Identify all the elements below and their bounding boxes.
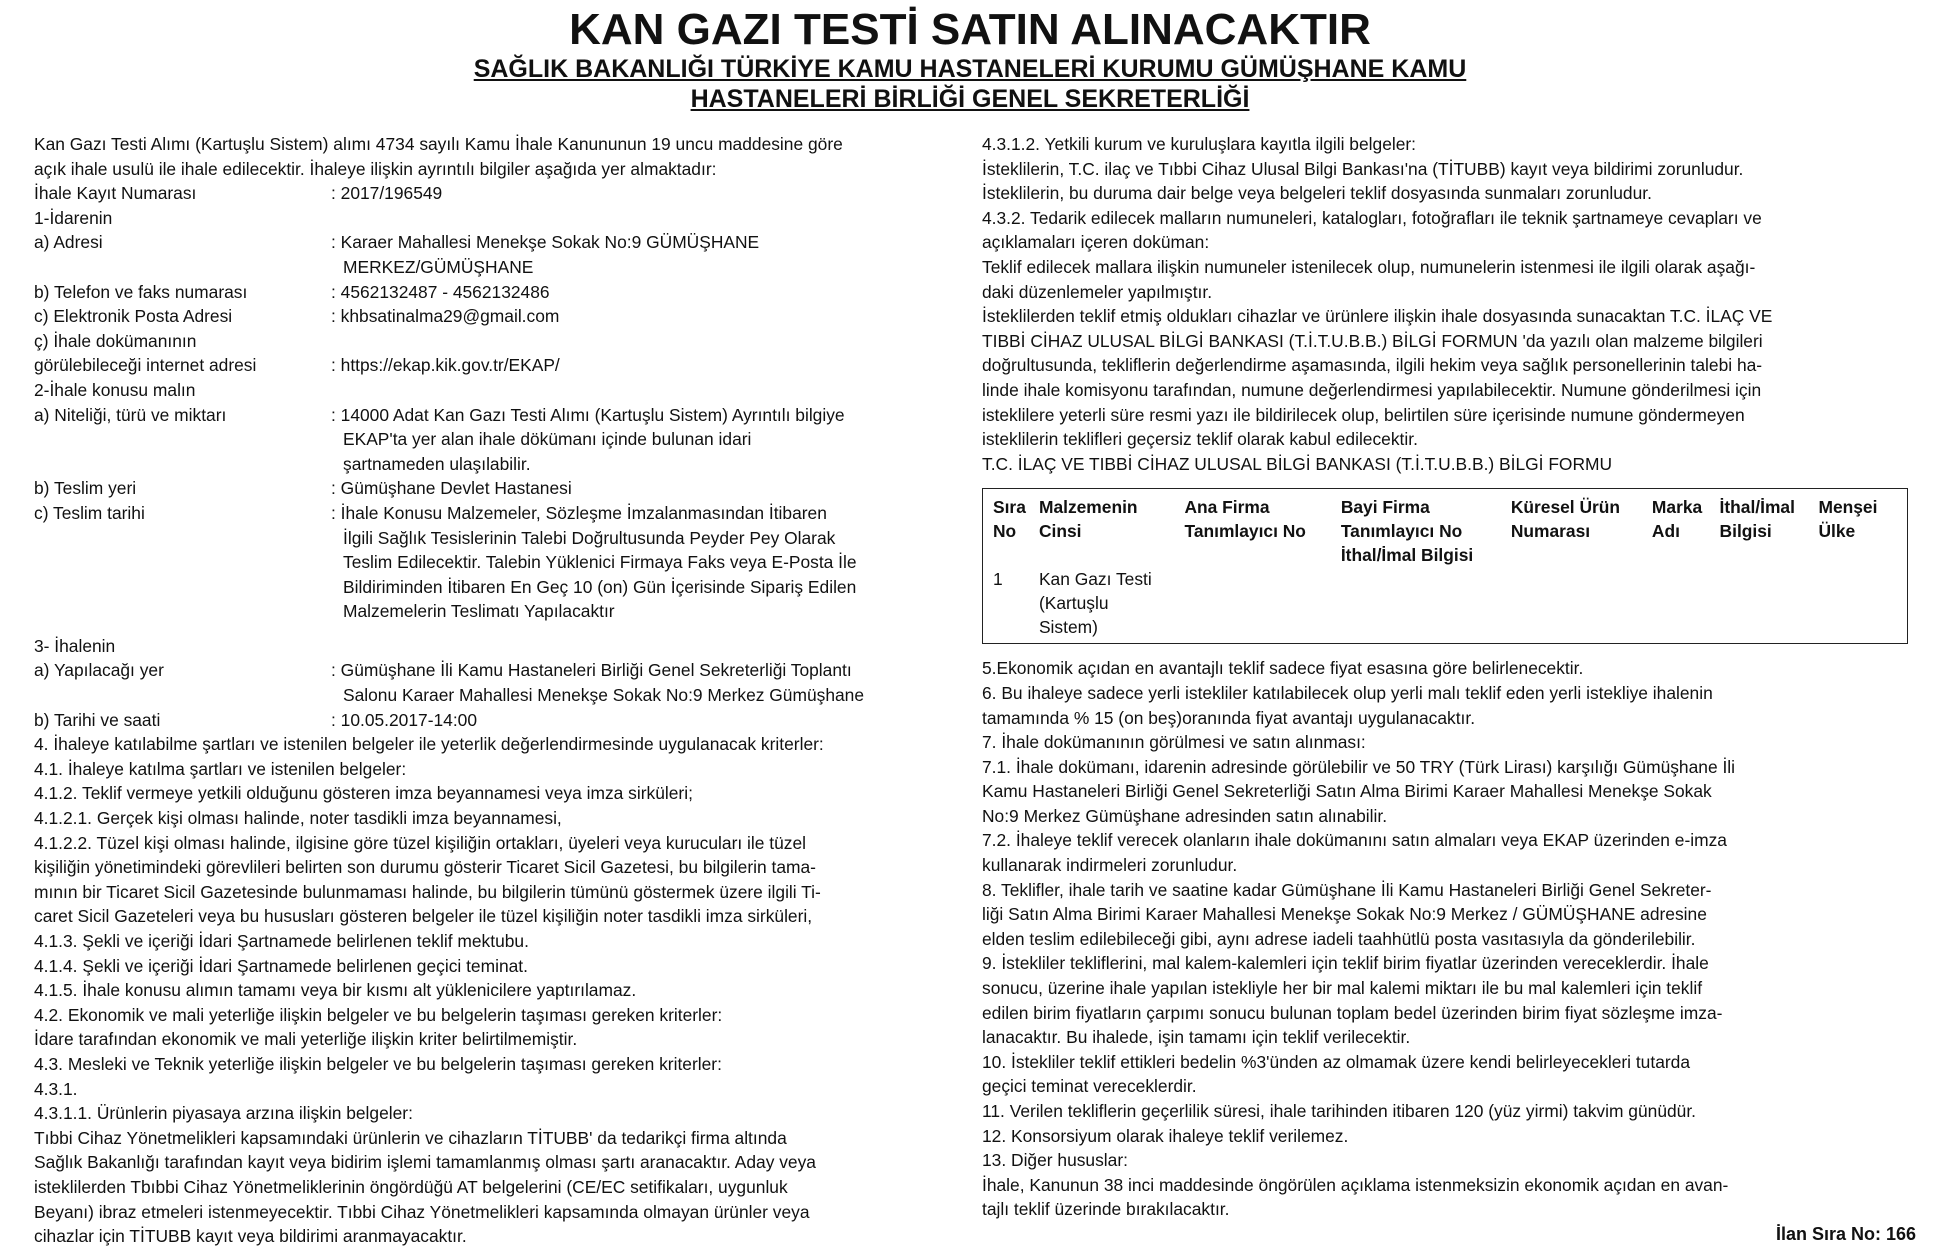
- text-line: isteklilere yeterli süre resmi yazı ile bildirilecek olup, belirtilen süre içerisinde numune göndermeyen: [982, 404, 1745, 425]
- text-line: 9. İstekliler tekliflerini, mal kalem-kalemleri için teklif birim fiyatlar üzerinden vereceklerdir. İhale: [982, 953, 1709, 974]
- text-line: isteklilerden Tbıbbi Cihaz Yönetmeliklerinin öngördüğü AT belgelerini (CE/EC setifikaları, uygunluk: [34, 1176, 788, 1197]
- ad-subtitle-line1: SAĞLIK BAKANLIĞI TÜRKİYE KAMU HASTANELERİ KURUMU GÜMÜŞHANE KAMU: [473, 55, 1467, 83]
- text-line: edilen birim fiyatların çarpımı sonucu bulunan toplam bedel üzerinden birim fiyat sözleşme imza-: [982, 1002, 1723, 1023]
- column-header-sira: Sıra No: [993, 497, 1026, 542]
- ilan-sira-no: İlan Sıra No: 166: [1775, 1224, 1916, 1244]
- text-line: doğrultusunda, tekliflerin değerlendirme aşamasında, ilgili hekim veya sağlık personellerinin talebi ha-: [982, 355, 1763, 376]
- text-line: 6. Bu ihaleye sadece yerli istekliler katılabilecek olup yerli malı teklif eden yerli istekliye ihalenin: [982, 682, 1713, 703]
- column-header-malzeme: Malzemenin Cinsi: [1038, 497, 1138, 542]
- text-line: Tıbbi Cihaz Yönetmelikleri kapsamındaki ürünlerin ve cihazların TİTUBB' da tedarikçi firma altında: [34, 1127, 787, 1148]
- text-line: Beyanı) ibraz etmeleri istenmeyecektir. Tıbbi Cihaz Yönetmelikleri kapsamında olmayan ürünler veya: [34, 1201, 810, 1222]
- text-line: caret Sicil Gazeteleri veya bu hususları gösteren belgeler ile tüzel kişiliğin noter tasdikli imza sirküleri,: [34, 906, 813, 927]
- ad-subtitle-line2: HASTANELERİ BİRLİĞİ GENEL SEKRETERLİĞİ: [690, 85, 1250, 113]
- text-line: kullanarak indirmeleri zorunludur.: [982, 855, 1238, 876]
- text-line: sonucu, üzerine ihale yapılan istekliyle her bir mal kalemi miktarı ile bu mal kalemleri için teklif: [982, 978, 1703, 999]
- field-value: İlgili Sağlık Tesislerinin Talebi Doğrultusunda Peyder Pey Olarak: [343, 527, 836, 548]
- field-label: ç) İhale dokümanının: [34, 330, 197, 351]
- text-line: İsteklilerin, T.C. ilaç ve Tıbbi Cihaz Ulusal Bilgi Bankası'na (TİTUBB) kayıt veya bildirimi zorunludur.: [982, 158, 1744, 179]
- cell-sira: 1: [993, 569, 1003, 590]
- field-label: b) Telefon ve faks numarası: [34, 281, 248, 302]
- column-header-ana-firma: Ana Firma Tanımlayıcı No: [1184, 497, 1306, 542]
- text-line: kişiliğin yönetimindeki görevlileri belirten son durumu gösterir Ticaret Sicil Gazetesi, bu bilgilerin tama-: [34, 857, 816, 878]
- text-line: 4.1.4. Şekli ve içeriği İdari Şartnamede belirlenen geçici teminat.: [34, 955, 528, 976]
- intro-line: Kan Gazı Testi Alımı (Kartuşlu Sistem) alımı 4734 sayılı Kamu İhale Kanununun 19 uncu maddesine göre: [34, 134, 843, 154]
- field-label: İhale Kayıt Numarası: [34, 183, 197, 204]
- text-line: 4.2. Ekonomik ve mali yeterliğe ilişkin belgeler ve bu belgelerin taşıması gereken kriterler:: [34, 1004, 723, 1025]
- text-line: 5.Ekonomik açıdan en avantajlı teklif sadece fiyat esasına göre belirlenecektir.: [982, 658, 1584, 679]
- text-line: mının bir Ticaret Sicil Gazetesinde bulunmaması halinde, bu bilgilerin tümünü göstermek üzere ilgili Ti-: [34, 881, 821, 902]
- column-header-marka: Marka Adı: [1651, 497, 1703, 542]
- field-value: : 10.05.2017-14:00: [331, 709, 478, 730]
- text-line: No:9 Merkez Gümüşhane adresinden satın alınabilir.: [982, 805, 1388, 826]
- field-value: MERKEZ/GÜMÜŞHANE: [343, 256, 534, 277]
- field-value: : 4562132487 - 4562132486: [331, 281, 550, 302]
- text-line: İhale, Kanunun 38 inci maddesinde öngörülen açıklama istenmeksizin ekonomik açıdan en avan-: [982, 1174, 1729, 1195]
- field-value: : 14000 Adat Kan Gazı Testi Alımı (Kartuşlu Sistem) Ayrıntılı bilgiye: [331, 404, 845, 425]
- text-line: 8. Teklifler, ihale tarih ve saatine kadar Gümüşhane İli Kamu Hastaneleri Birliği Genel Sekreter-: [982, 879, 1712, 900]
- text-line: 4.1.2.2. Tüzel kişi olması halinde, ilgisine göre tüzel kişiliğin ortakları, üyeleri veya kurucuları ile tüzel: [34, 832, 806, 853]
- text-line: 4.1. İhaleye katılma şartları ve istenilen belgeler:: [34, 758, 407, 779]
- text-line: tajlı teklif üzerinde bırakılacaktır.: [982, 1199, 1230, 1220]
- tarih-saat-row: [34, 708, 960, 733]
- telefon-row: [34, 280, 960, 305]
- documents-section: [982, 132, 1910, 476]
- teslim-yeri-row: [34, 476, 960, 501]
- section-heading: 2-İhale konusu malın: [34, 379, 196, 400]
- text-line: 4.1.5. İhale konusu alımın tamamı veya bir kısmı alt yüklenicilere yaptırılamaz.: [34, 980, 637, 1001]
- text-line: İsteklilerden teklif etmiş oldukları cihazlar ve ürünlere ilişkin ihale dosyasında sunacaktan T.C. İLAÇ VE: [982, 306, 1773, 327]
- column-header-mensei: Menşei Ülke: [1818, 497, 1878, 542]
- field-label: c) Elektronik Posta Adresi: [34, 306, 233, 327]
- field-value: EKAP'ta yer alan ihale dökümanı içinde bulunan idari: [343, 429, 752, 450]
- text-line: lanacaktır. Bu ihalede, işin tamamı için teklif verilecektir.: [982, 1027, 1411, 1048]
- text-line: 10. İstekliler teklif ettikleri bedelin %3'ünden az olmamak üzere kendi belirleyecekleri tutarda: [982, 1051, 1690, 1072]
- text-line: İdare tarafından ekonomik ve mali yeterliğe ilişkin kriter belirtilmemiştir.: [34, 1029, 578, 1050]
- field-value: : İhale Konusu Malzemeler, Sözleşme İmzalanmasından İtibaren: [331, 502, 827, 523]
- text-line: linde ihale komisyonu tarafından, numune değerlendirmesi yapılabilecektir. Numune gönderilmesi için: [982, 379, 1762, 400]
- table-header-row: [993, 495, 1897, 567]
- internet-adresi-row: [34, 353, 960, 378]
- text-line: 7. İhale dokümanının görülmesi ve satın alınması:: [982, 732, 1366, 753]
- field-value: : Gümüşhane Devlet Hastanesi: [331, 478, 572, 499]
- field-value: : https://ekap.kik.gov.tr/EKAP/: [331, 355, 560, 376]
- text-line: Teklif edilecek mallara ilişkin numuneler istenilecek olup, numunelerin istenmesi ile ilgili olarak aşağı-: [982, 256, 1756, 277]
- text-line: 4. İhaleye katılabilme şartları ve istenilen belgeler ile yeterlik değerlendirmesinde uygulanacak kriterler:: [34, 734, 824, 755]
- text-line: elden teslim edilebileceği gibi, aynı adrese iadeli taahhütlü posta vasıtasıyla da gönderilebilir.: [982, 928, 1696, 949]
- ad-title: KAN GAZI TESTİ SATIN ALINACAKTIR: [569, 5, 1371, 54]
- text-line: 12. Konsorsiyum olarak ihaleye teklif verilemez.: [982, 1125, 1349, 1146]
- criteria-section: [34, 732, 960, 1248]
- field-label: a) Niteliği, türü ve miktarı: [34, 404, 227, 425]
- text-line: 4.3.1.1. Ürünlerin piyasaya arzına ilişkin belgeler:: [34, 1103, 413, 1124]
- yapilacagi-yer-row: [34, 658, 960, 707]
- field-value: Malzemelerin Teslimatı Yapılacaktır: [343, 601, 615, 622]
- cell-cinsi: Kan Gazı Testi (Kartuşlu Sistem): [1038, 569, 1152, 638]
- text-line: 4.3. Mesleki ve Teknik yeterliğe ilişkin belgeler ve bu belgelerin taşıması gereken kriterler:: [34, 1053, 722, 1074]
- adres-row: [34, 230, 960, 279]
- text-line: liği Satın Alma Birimi Karaer Mahallesi Menekşe Sokak No:9 Merkez / GÜMÜŞHANE adresine: [982, 904, 1707, 925]
- text-line: 4.1.2.1. Gerçek kişi olması halinde, noter tasdikli imza beyannamesi,: [34, 808, 562, 829]
- text-line: İsteklilerin, bu duruma dair belge veya belgeleri teklif dosyasında sunmaları zorunludur.: [982, 183, 1652, 204]
- text-line: 4.3.1.: [34, 1078, 78, 1099]
- left-column: [34, 132, 960, 1249]
- field-label: görülebileceği internet adresi: [34, 355, 257, 376]
- right-column: [982, 132, 1910, 1222]
- field-value: : Karaer Mahallesi Menekşe Sokak No:9 GÜMÜŞHANE: [331, 232, 760, 253]
- titubb-form-table: [982, 488, 1908, 644]
- text-line: 7.1. İhale dokümanı, idarenin adresinde görülebilir ve 50 TRY (Türk Lirası) karşılığı Gümüşhane İli: [982, 756, 1736, 777]
- text-line: Sağlık Bakanlığı tarafından kayıt veya bidirim işlemi tamamlanmış olması şartı aranacaktır. Aday veya: [34, 1152, 816, 1173]
- section-heading: 3- İhalenin: [34, 635, 116, 656]
- table-row: [993, 567, 1897, 639]
- text-line: 4.1.2. Teklif vermeye yetkili olduğunu gösteren imza beyannamesi veya imza sirküleri;: [34, 783, 693, 804]
- field-label: a) Adresi: [34, 232, 103, 253]
- ad-header: [0, 6, 1940, 114]
- column-header-ithal-imal: İthal/İmal Bilgisi: [1719, 497, 1795, 542]
- field-value: : Gümüşhane İli Kamu Hastaneleri Birliği Genel Sekreterliği Toplantı: [331, 660, 852, 681]
- field-value: : 2017/196549: [331, 183, 443, 204]
- niteligi-row: [34, 403, 960, 477]
- column-header-kuresel-urun: Küresel Ürün Numarası: [1510, 497, 1621, 542]
- field-value: Bildiriminden İtibaren En Geç 10 (on) Gün İçerisinde Sipariş Edilen: [343, 576, 857, 597]
- kayit-numarasi-row: [34, 181, 960, 206]
- text-line: cihazlar için TİTUBB kayıt veya bildirimi aranmayacaktır.: [34, 1226, 467, 1247]
- text-line: geçici teminat vereceklerdir.: [982, 1076, 1197, 1097]
- field-label: a) Yapılacağı yer: [34, 660, 164, 681]
- eposta-row: [34, 304, 960, 329]
- text-line: Kamu Hastaneleri Birliği Genel Sekreterliği Satın Alma Birimi Karaer Mahallesi Menekşe Sokak: [982, 781, 1712, 802]
- field-label: b) Teslim yeri: [34, 478, 137, 499]
- column-header-bayi-firma: Bayi Firma Tanımlayıcı No İthal/İmal Bilgisi: [1340, 497, 1474, 566]
- form-title: T.C. İLAÇ VE TIBBİ CİHAZ ULUSAL BİLGİ BANKASI (T.İ.T.U.B.B.) BİLGİ FORMU: [982, 453, 1613, 474]
- text-line: tamamında % 15 (on beş)oranında fiyat avantajı uygulanacaktır.: [982, 707, 1476, 728]
- text-line: TIBBİ CİHAZ ULUSAL BİLGİ BANKASI (T.İ.T.U.B.B.) BİLGİ FORMUN 'da yazılı olan malzeme bilgileri: [982, 330, 1763, 351]
- text-line: 4.3.1.2. Yetkili kurum ve kuruluşlara kayıtla ilgili belgeler:: [982, 134, 1417, 154]
- text-line: 7.2. İhaleye teklif verecek olanların ihale dokümanını satın almaları veya EKAP üzerinden e-imza: [982, 830, 1727, 851]
- field-label: b) Tarihi ve saati: [34, 709, 161, 730]
- field-label: c) Teslim tarihi: [34, 502, 145, 523]
- field-value: şartnameden ulaşılabilir.: [343, 453, 531, 474]
- text-line: daki düzenlemeler yapılmıştır.: [982, 281, 1213, 302]
- text-line: 4.3.2. Tedarik edilecek malların numuneleri, katalogları, fotoğrafları ile teknik şartnameye cevapları ve: [982, 207, 1762, 228]
- text-line: 11. Verilen tekliflerin geçerlilik süresi, ihale tarihinden itibaren 120 (yüz yirmi) takvim günüdür.: [982, 1101, 1696, 1121]
- field-value: Teslim Edilecektir. Talebin Yüklenici Firmaya Faks veya E-Posta İle: [343, 552, 857, 573]
- teslim-tarihi-row: [34, 501, 960, 624]
- text-line: 4.1.3. Şekli ve içeriği İdari Şartnamede belirlenen teklif mektubu.: [34, 931, 529, 951]
- intro-line: açık ihale usulü ile ihale edilecektir. İhaleye ilişkin ayrıntılı bilgiler aşağıda yer almaktadır:: [34, 158, 717, 179]
- conditions-section: [982, 656, 1910, 1222]
- text-line: isteklilerin teklifleri geçersiz teklif olarak kabul edilecektir.: [982, 429, 1418, 450]
- field-value: : khbsatinalma29@gmail.com: [331, 306, 560, 327]
- text-line: 13. Diğer hususlar:: [982, 1150, 1128, 1171]
- text-line: açıklamaları içeren doküman:: [982, 232, 1210, 253]
- field-value: Salonu Karaer Mahallesi Menekşe Sokak No:9 Merkez Gümüşhane: [343, 685, 865, 706]
- section-heading: 1-İdarenin: [34, 207, 113, 228]
